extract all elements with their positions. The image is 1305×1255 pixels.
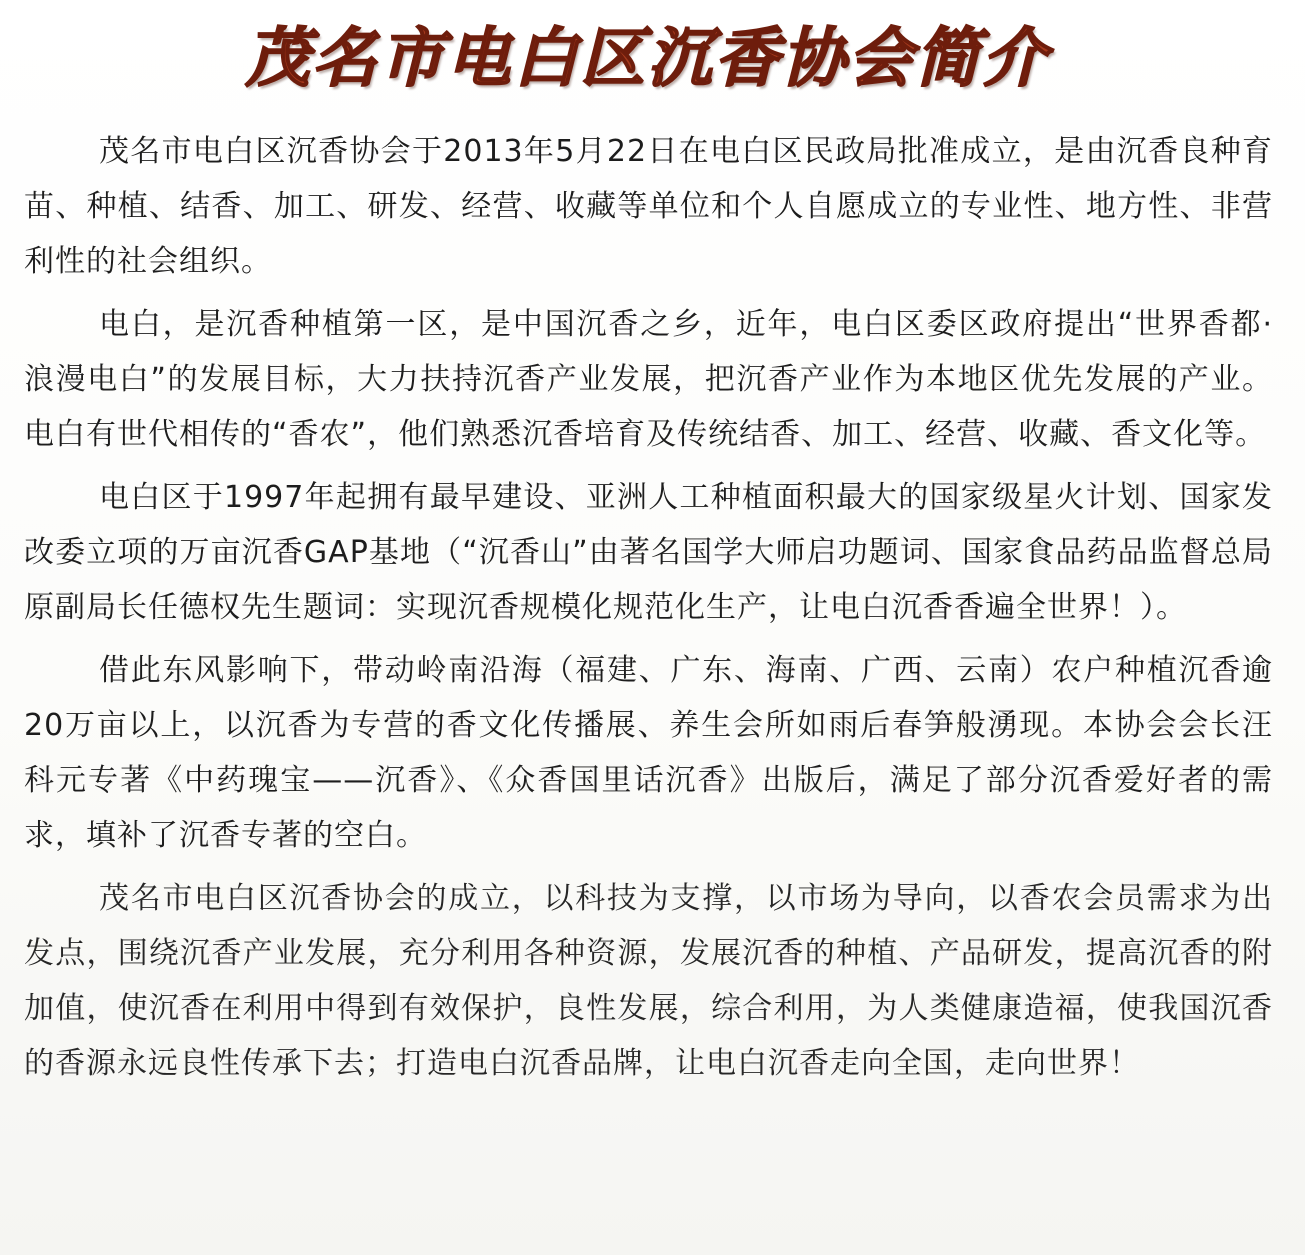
paragraph-dianbai-hometown: 电白，是沉香种植第一区，是中国沉香之乡，近年，电白区委区政府提出“世界香都·浪漫电白”的发展目标，大力扶持沉香产业发展，把沉香产业作为本地区优先发展的产业。电白有世代相传的“香农”，他们熟悉沉香培育及传统结香、加工、经营、收藏、香文化等。 xyxy=(24,307,1273,452)
paragraph-association-mission: 茂名市电白区沉香协会的成立，以科技为支撑，以市场为导向，以香农会员需求为出发点，围绕沉香产业发展，充分利用各种资源，发展沉香的种植、产品研发，提高沉香的附加值，使沉香在利用中得到有效保护，良性发展，综合利用，为人类健康造福，使我国沉香的香源永远良性传承下去；打造电白沉香品牌，让电白沉香走向全国，走向世界！ xyxy=(24,881,1273,1081)
paragraph-industry-growth: 借此东风影响下，带动岭南沿海（福建、广东、海南、广西、云南）农户种植沉香逾20万亩以上，以沉香为专营的香文化传播展、养生会所如雨后春笋般湧现。本协会会长汪科元专著《中药瑰宝——沉香》、《众香国里话沉香》出版后，满足了部分沉香爱好者的需求，填补了沉香专著的空白。 xyxy=(24,653,1273,853)
paragraph-founding: 茂名市电白区沉香协会于2013年5月22日在电白区民政局批准成立，是由沉香良种育苗、种植、结香、加工、研发、经营、收藏等单位和个人自愿成立的专业性、地方性、非营利性的社会组织。 xyxy=(24,134,1273,279)
document-body xyxy=(22,124,1273,1091)
document-title: 茂名市电白区沉香协会简介 xyxy=(245,22,1050,96)
paragraph-gap-base: 电白区于1997年起拥有最早建设、亚洲人工种植面积最大的国家级星火计划、国家发改委立项的万亩沉香GAP基地（“沉香山”由著名国学大师启功题词、国家食品药品监督总局原副局长任德权先生题词：实现沉香规模化规范化生产，让电白沉香香遍全世界！）。 xyxy=(24,480,1273,625)
